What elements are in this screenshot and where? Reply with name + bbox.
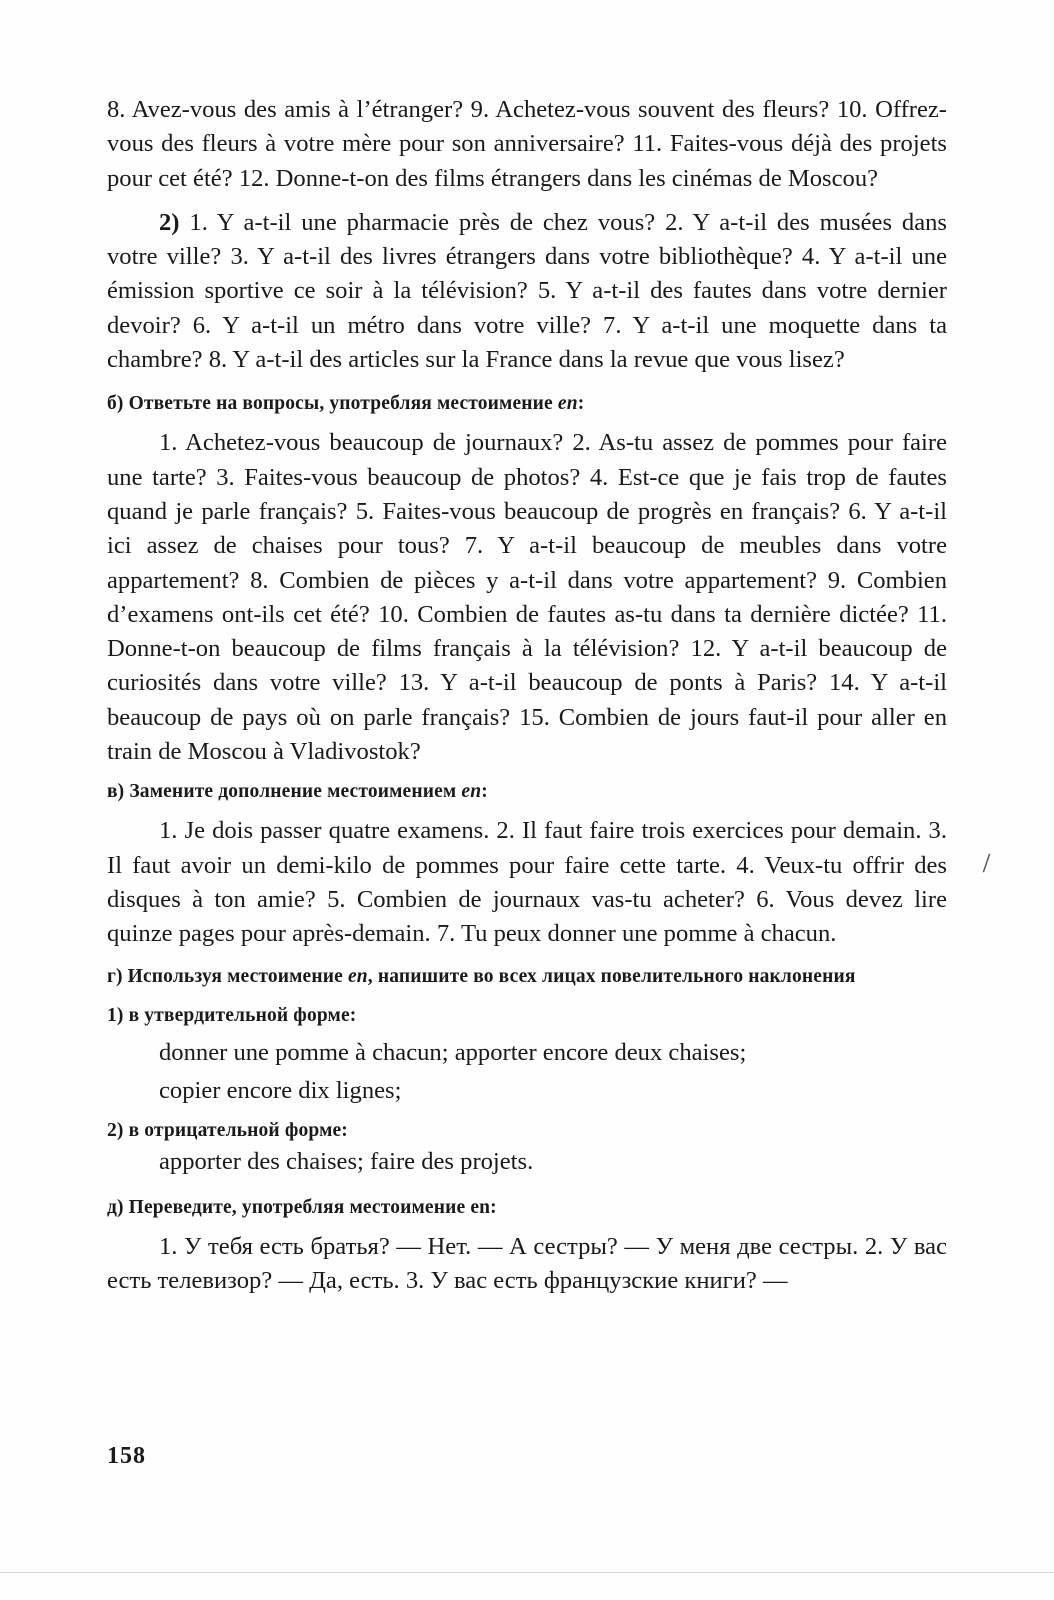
section-g-heading: г) Используя местоимение en, напишите во всех лицах повелительного наклонения [107,965,856,987]
section-d-translation: 1. У тебя есть братья? — Нет. — А сестры? — У меня две сестры. 2. У вас есть телевизор? — Да, есть. 3. У вас есть французские книги? — [107,1232,947,1294]
section-v-heading: в) Замените дополнение местоимением en: [107,781,488,803]
section-g1-heading: 1) в утвердительной форме: [107,1004,357,1026]
section-g2-line-1: apporter des chaises; faire des projets. [159,1147,534,1175]
margin-pencil-mark: ⁄ [982,851,992,878]
section-b-heading: б) Ответьте на вопросы, употребляя местоимение en: [107,393,585,415]
exercise-1-continuation: 8. Avez-vous des amis à l’étranger? 9. Achetez-vous souvent des fleurs? 10. Offrez-vous des fleurs à votre mère pour son anniversaire? 11. Faites-vous déjà des projets pour cet été? 12. Donne-t-on des films étrangers dans les cinémas de Moscou? [107,96,947,192]
pronoun-en: en [461,781,482,803]
page-content [107,93,947,1298]
section-d-heading: д) Переведите, употребляя местоимение en: [107,1196,497,1218]
exercise-2-text: 1. Y a-t-il une pharmacie près de chez vous? 2. Y a-t-il des musées dans votre ville? 3. Y a-t-il des livres étrangers dans votre bibliothèque? 4. Y a-t-il une émission sportive ce soir à la télévision? 5. Y a-t-il des fautes dans votre dernier devoir? 6. Y a-t-il un métro dans votre ville? 7. Y a-t-il une moquette dans ta chambre? 8. Y a-t-il des articles sur la France dans la revue que vous lisez? [107,208,947,374]
pronoun-en: en [557,393,578,415]
exercise-2-paragraph [107,206,947,377]
exercise-2-label: 2) [159,208,180,236]
section-b-questions: 1. Achetez-vous beaucoup de journaux? 2. As-tu assez de pommes pour faire une tarte? 3. Faites-vous beaucoup de photos? 4. Est-ce que je fais trop de fautes quand je parle français? 5. Faites-vous beaucoup de progrès en français? 6. Y a-t-il ici assez de chaises pour tous? 7. Y a-t-il beaucoup de meubles dans votre appartement? 8. Combien de pièces y a-t-il dans votre appartement? 9. Combien d’examens ont-ils cet été? 10. Combien de fautes as-tu dans ta dernière dictée? 11. Donne-t-on beaucoup de films français à la télévision? 12. Y a-t-il beaucoup de curiosités dans votre ville? 13. Y a-t-il beaucoup de ponts à Paris? 14. Y a-t-il beaucoup de pays où on parle français? 15. Combien de jours faut-il pour aller en train de Moscou à Vladivostok? [107,429,947,766]
pronoun-en: en [347,965,368,987]
section-g1-line-1: donner une pomme à chacun; apporter encore deux chaises; [159,1038,747,1066]
section-v-sentences: 1. Je dois passer quatre examens. 2. Il faut faire trois exercices pour demain. 3. Il faut avoir un demi-kilo de pommes pour faire cette tarte. 4. Veux-tu offrir des disques à ton amie? 5. Combien de journaux vas-tu acheter? 6. Vous devez lire quinze pages pour après-demain. 7. Tu peux donner une pomme à chacun. [107,817,947,948]
section-g2-heading: 2) в отрицательной форме: [107,1119,348,1141]
page-number: 158 [107,1443,146,1469]
scan-edge-line [0,1572,1054,1573]
section-g1-line-2: copier encore dix lignes; [159,1076,402,1104]
